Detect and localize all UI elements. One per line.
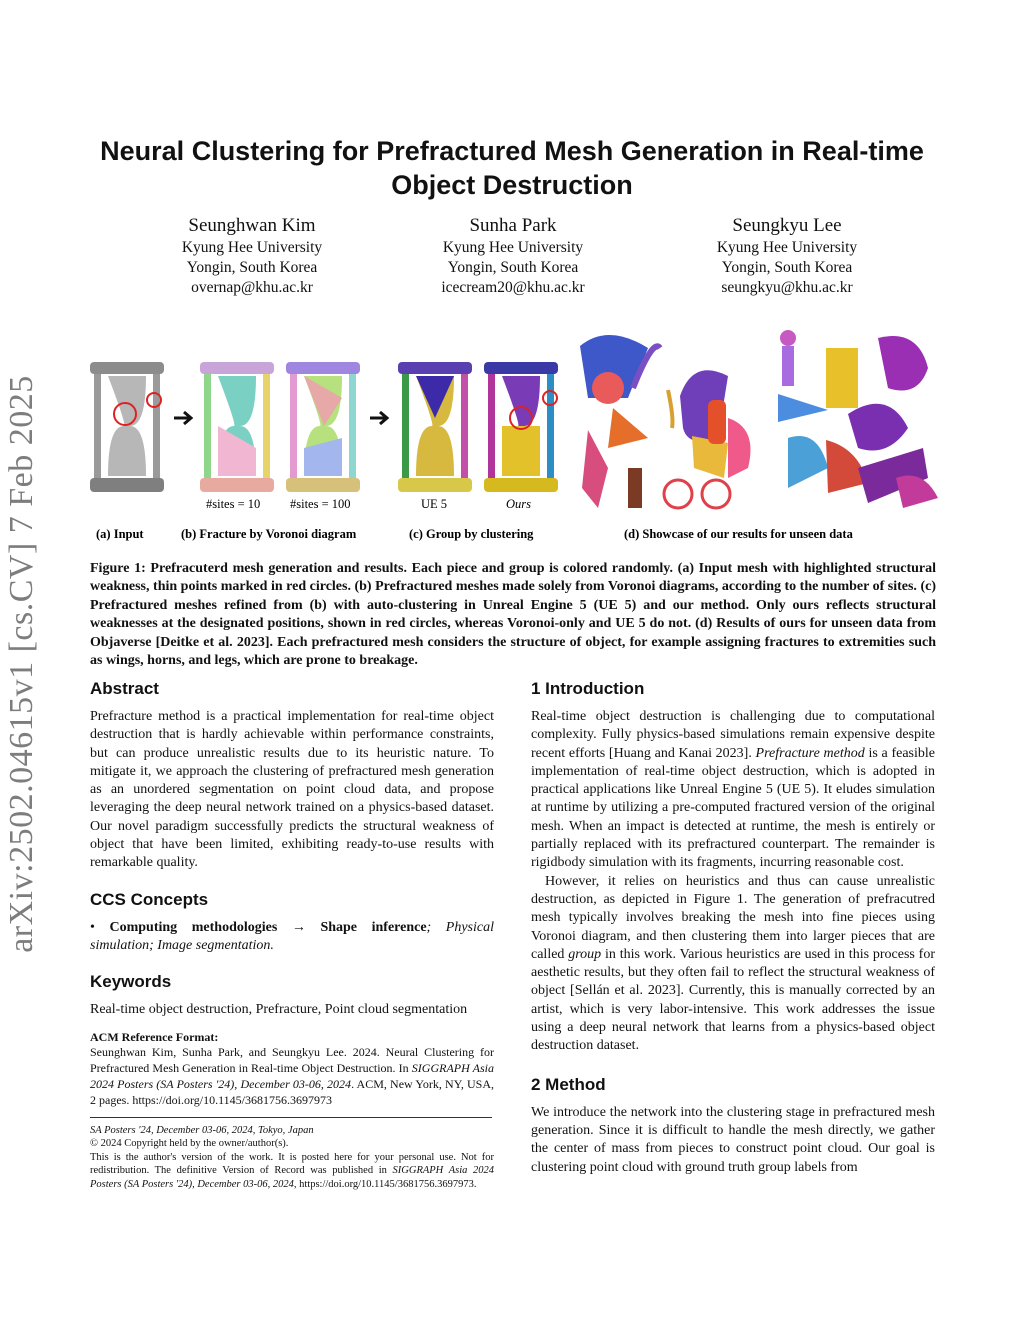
ccs-bullet: • — [90, 919, 110, 935]
hourglass-ue5 — [398, 362, 472, 492]
intro-paragraph: Real-time object destruction is challenging due to computational complexity. Fully physics-based simulations remain expensive despite recent efforts [Huang and Kanai 2023]. Prefracture method is a feasible implementation of real-time object destruction, which is adopted in practical applications like Unreal Engine 5 (UE 5). It eludes simulation at runtime by utilizing a pre-computed fractured version of the original mesh. When an impact is detected at runtime, the mesh is entirely or partially replaced with its prefractured counterpart. The remainder is rigidbody simulation with its fragments, incurring reasonable cost. — [531, 709, 935, 871]
author-affiliation: Kyung Hee University — [442, 239, 584, 256]
left-column — [90, 678, 494, 1192]
arxiv-stamp: arXiv:2502.04615v1 [cs.CV] 7 Feb 2025 — [3, 375, 40, 953]
author-email: seungkyu@khu.ac.kr — [721, 279, 853, 296]
author-location: Yongin, South Korea — [186, 259, 318, 276]
site-label: Ours — [506, 497, 532, 511]
figure-caption — [90, 560, 936, 670]
site-label: #sites = 10 — [206, 497, 261, 511]
section-heading: Keywords — [90, 972, 172, 992]
right-column — [531, 678, 935, 1177]
ccs-bold: Computing methodologies → Shape inference — [109, 919, 427, 935]
figure-sublabel: (b) Fracture by Voronoi diagram — [181, 527, 357, 541]
site-label: #sites = 100 — [290, 497, 351, 511]
author-name: Seungkyu Lee — [732, 215, 842, 236]
keywords-text: Real-time object destruction, Prefracture, Point cloud segmentation — [90, 1002, 468, 1018]
author-location: Yongin, South Korea — [447, 259, 579, 276]
caption-text: Figure 1: Prefracuterd mesh generation and results. Each piece and group is colored randomly. (a) Input mesh with highlighted structural weakness, thin points marked in red circles. (b) Prefractured meshes made solely from Voronoi diagrams, according to the number of sites. (c) Prefractured meshes refined from (b) with auto-clustering in Unreal Engine 5 (UE 5) and our method. Only ours reflects structural weaknesses at the designated positions, shown in red circles, whereas Voronoi-only and UE 5 do not. (d) Results of ours for unseen data from Objaverse [Deitke et al. 2023]. Each prefractured mesh considers the structure of object, for example assigning fractures to extremities such as wings, horns, and legs, which are prone to breakage. — [90, 561, 936, 669]
figure-sublabel: (c) Group by clustering — [409, 527, 534, 541]
hourglass-voronoi-100 — [286, 362, 360, 492]
showcase-objects — [580, 330, 938, 508]
author-block — [132, 214, 372, 298]
footer-venue: SA Posters '24, December 03-06, 2024, Tokyo, Japan — [90, 1124, 314, 1136]
author-block — [667, 214, 907, 298]
author-affiliation: Kyung Hee University — [716, 239, 858, 256]
author-name: Seunghwan Kim — [188, 215, 316, 236]
author-email: overnap@khu.ac.kr — [191, 279, 313, 296]
author-block — [393, 214, 633, 298]
footer-copyright: © 2024 Copyright held by the owner/author(s). — [90, 1138, 289, 1150]
figure-sublabel: (d) Showcase of our results for unseen data — [624, 527, 853, 541]
section-heading: Abstract — [90, 679, 159, 698]
ccs-text — [90, 919, 494, 956]
section-heading: 2 Method — [531, 1074, 606, 1094]
ccs-italic: ; Physical simulation; Image segmentation. — [90, 919, 494, 953]
footer-notes — [90, 1124, 494, 1192]
hourglass-input — [90, 362, 164, 492]
author-location: Yongin, South Korea — [721, 259, 853, 276]
abstract-text: Prefracture method is a practical implementation for real-time object destruction that is hardly achievable within performance constraints, but can produce unrealistic results due to its heuristic nature. To mitigate it, we approach the clustering of prefractured mesh generation as an unordered segmentation on point cloud data, and propose leveraging the deep neural network trained on a physics-based dataset. Our novel paradigm successfully predicts the structural weakness of object that have been limited, exhibiting ready-to-use results with remarkable quality. — [90, 709, 494, 871]
footer-notice: This is the author's version of the work. It is posted here for your personal use. Not for redistribution. The definitive Version of Record was published in SIGGRAPH Asia 2024 Posters (SA Posters '24), December 03-06, 2024, https://doi.org/10.1145/3681756.3697973. — [90, 1151, 495, 1190]
acm-ref-text: Seunghwan Kim, Sunha Park, and Seungkyu Lee. 2024. Neural Clustering for Prefractured Mesh Generation in Real-time Object Destruction. In SIGGRAPH Asia 2024 Posters (SA Posters '24), December 03-06, 2024. ACM, New York, NY, USA, 2 pages. https://doi.org/10.1145/3681756.3697973 — [90, 1045, 494, 1107]
arrow-icon — [370, 412, 387, 424]
site-label: UE 5 — [421, 497, 448, 511]
footer-rule — [90, 1117, 492, 1118]
figure-sublabel: (a) Input — [96, 527, 144, 541]
hourglass-ours — [484, 362, 558, 492]
acm-ref-heading: ACM Reference Format: — [90, 1029, 219, 1044]
teaser-figure — [88, 318, 938, 548]
section-heading: CCS Concepts — [90, 889, 209, 909]
intro-paragraph: However, it relies on heuristics and thus can cause unrealistic destruction, as depicted in Figure 1. The generation of prefracutred mesh typically involves breaking the mesh into fine pieces using Voronoi diagram, and then clustering them into larger pieces that are called group in this work. Various heuristics are used in this process for aesthetic results, but they often fail to reflect the structural weakness of object [Sellán et al. 2023]. Currently, this is manually corrected by an artist, which is very labor-intensive. This work addresses the issue using a deep neural network that learns from a physics-based object destruction dataset. — [531, 873, 935, 1054]
author-name: Sunha Park — [469, 215, 557, 236]
method-text: We introduce the network into the clustering stage in prefractured mesh generation. Since it is difficult to handle the mesh directly, we gather the center of mass from pieces to construct point cloud. Our goal is clustering point cloud with ground truth group labels from — [531, 1104, 935, 1175]
paper-title: Neural Clustering for Prefractured Mesh Generation in Real-time Object Destruction — [100, 136, 924, 200]
author-email: icecream20@khu.ac.kr — [441, 279, 585, 296]
author-affiliation: Kyung Hee University — [181, 239, 323, 256]
arrow-icon — [174, 412, 191, 424]
hourglass-voronoi-10 — [200, 362, 274, 492]
section-heading: 1 Introduction — [531, 679, 645, 698]
